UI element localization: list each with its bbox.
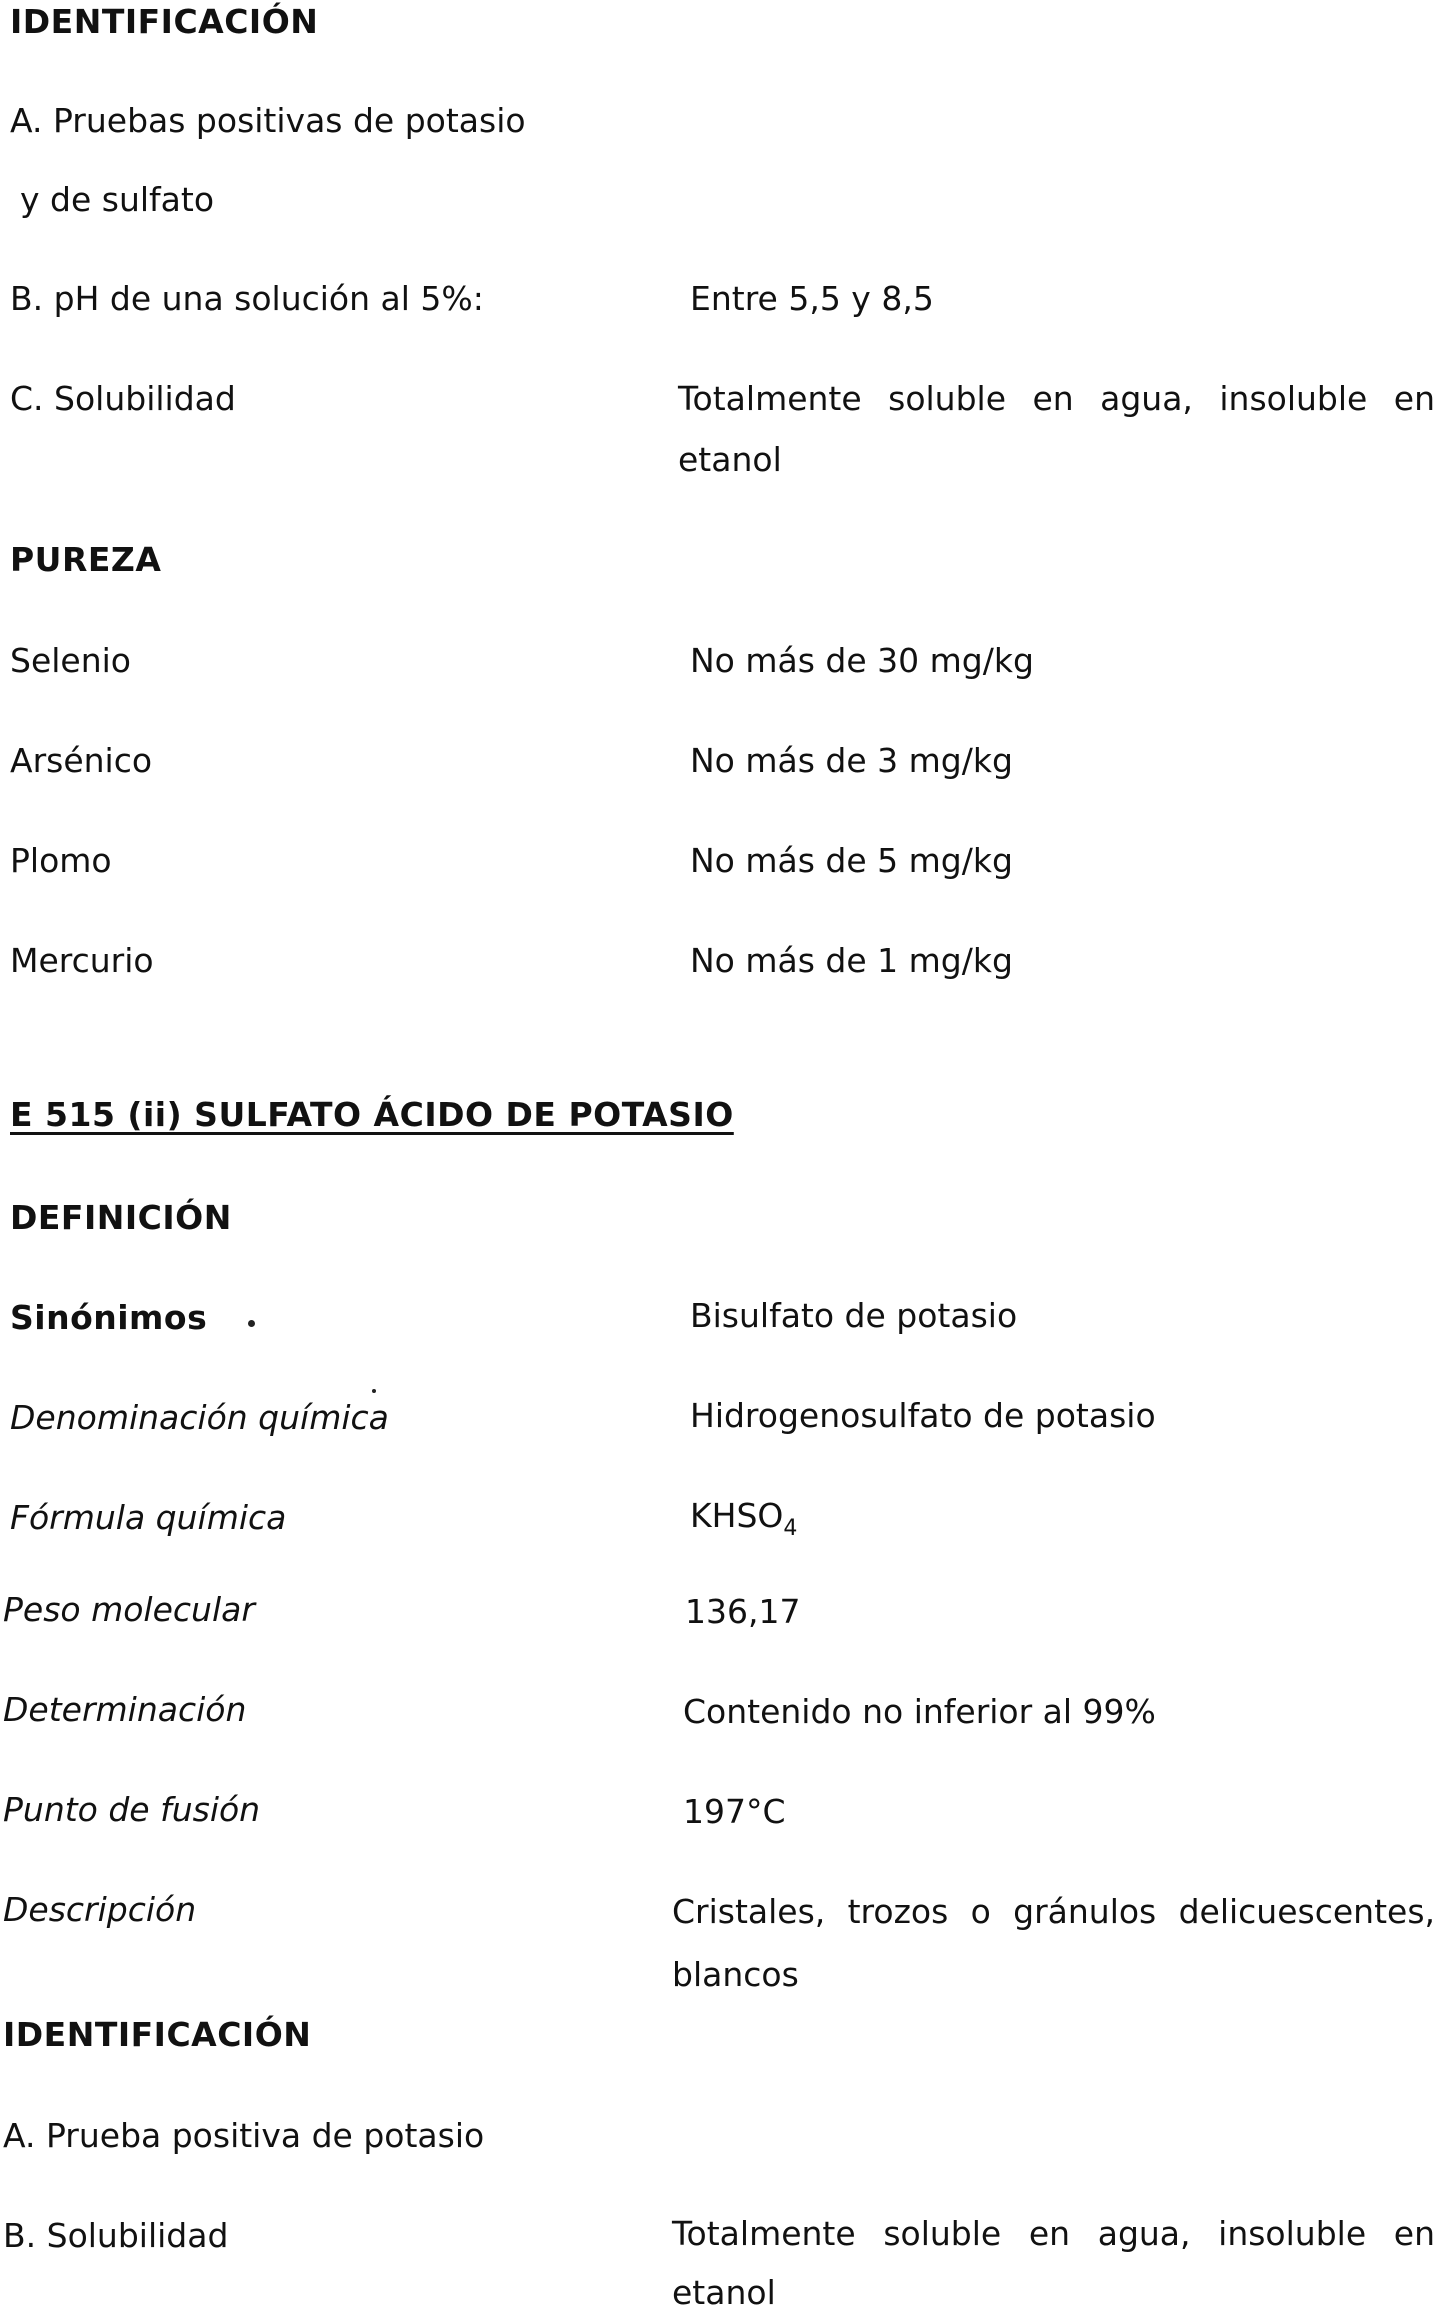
- definicion-heading: DEFINICIÓN: [10, 1198, 232, 1237]
- peso-value: 136,17: [685, 1592, 801, 1631]
- test-a-line1: A. Pruebas positivas de potasio: [10, 101, 526, 140]
- test-c-value-line2: etanol: [678, 440, 782, 479]
- purity-value-selenio: No más de 30 mg/kg: [690, 641, 1034, 680]
- purity-value-mercurio: No más de 1 mg/kg: [690, 941, 1013, 980]
- determinacion-value: Contenido no inferior al 99%: [683, 1692, 1156, 1731]
- section-title: E 515 (ii) SULFATO ÁCIDO DE POTASIO: [10, 1095, 734, 1134]
- test-b-label-2: B. Solubilidad: [3, 2216, 229, 2255]
- descripcion-value-line1: Cristales, trozos o gránulos delicuescentes,: [672, 1892, 1435, 1931]
- scan-speck: [372, 1389, 376, 1393]
- determinacion-label: Determinación: [3, 1690, 247, 1729]
- test-a-2: A. Prueba positiva de potasio: [3, 2116, 485, 2155]
- test-a-line2: y de sulfato: [20, 180, 215, 219]
- sinonimos-value: Bisulfato de potasio: [690, 1296, 1018, 1335]
- fusion-label: Punto de fusión: [3, 1790, 261, 1829]
- test-b-value-line2: etanol: [672, 2273, 776, 2312]
- descripcion-value-line2: blancos: [672, 1955, 799, 1994]
- peso-label: Peso molecular: [3, 1590, 255, 1629]
- purity-label-plomo: Plomo: [10, 841, 112, 880]
- denominacion-label: Denominación química: [10, 1398, 389, 1437]
- scan-speck: [248, 1320, 255, 1327]
- identificacion-heading-2: IDENTIFICACIÓN: [3, 2015, 312, 2054]
- formula-label: Fórmula química: [10, 1498, 287, 1537]
- purity-value-arsenico: No más de 3 mg/kg: [690, 741, 1013, 780]
- identificacion-heading: IDENTIFICACIÓN: [10, 2, 319, 41]
- test-c-label: C. Solubilidad: [10, 379, 236, 418]
- pureza-heading: PUREZA: [10, 540, 162, 579]
- purity-label-mercurio: Mercurio: [10, 941, 154, 980]
- test-b-label: B. pH de una solución al 5%:: [10, 279, 484, 318]
- test-c-value-line1: Totalmente soluble en agua, insoluble en: [678, 379, 1435, 418]
- sinonimos-label: Sinónimos: [10, 1298, 208, 1337]
- test-b-value-line1: Totalmente soluble en agua, insoluble en: [672, 2214, 1435, 2253]
- denominacion-value: Hidrogenosulfato de potasio: [690, 1396, 1156, 1435]
- purity-label-arsenico: Arsénico: [10, 741, 153, 780]
- fusion-value: 197°C: [683, 1792, 786, 1831]
- purity-value-plomo: No más de 5 mg/kg: [690, 841, 1013, 880]
- formula-value: $KHSO_4$: [690, 1496, 798, 1541]
- purity-label-selenio: Selenio: [10, 641, 131, 680]
- descripcion-label: Descripción: [3, 1890, 197, 1929]
- test-b-value: Entre 5,5 y 8,5: [690, 279, 934, 318]
